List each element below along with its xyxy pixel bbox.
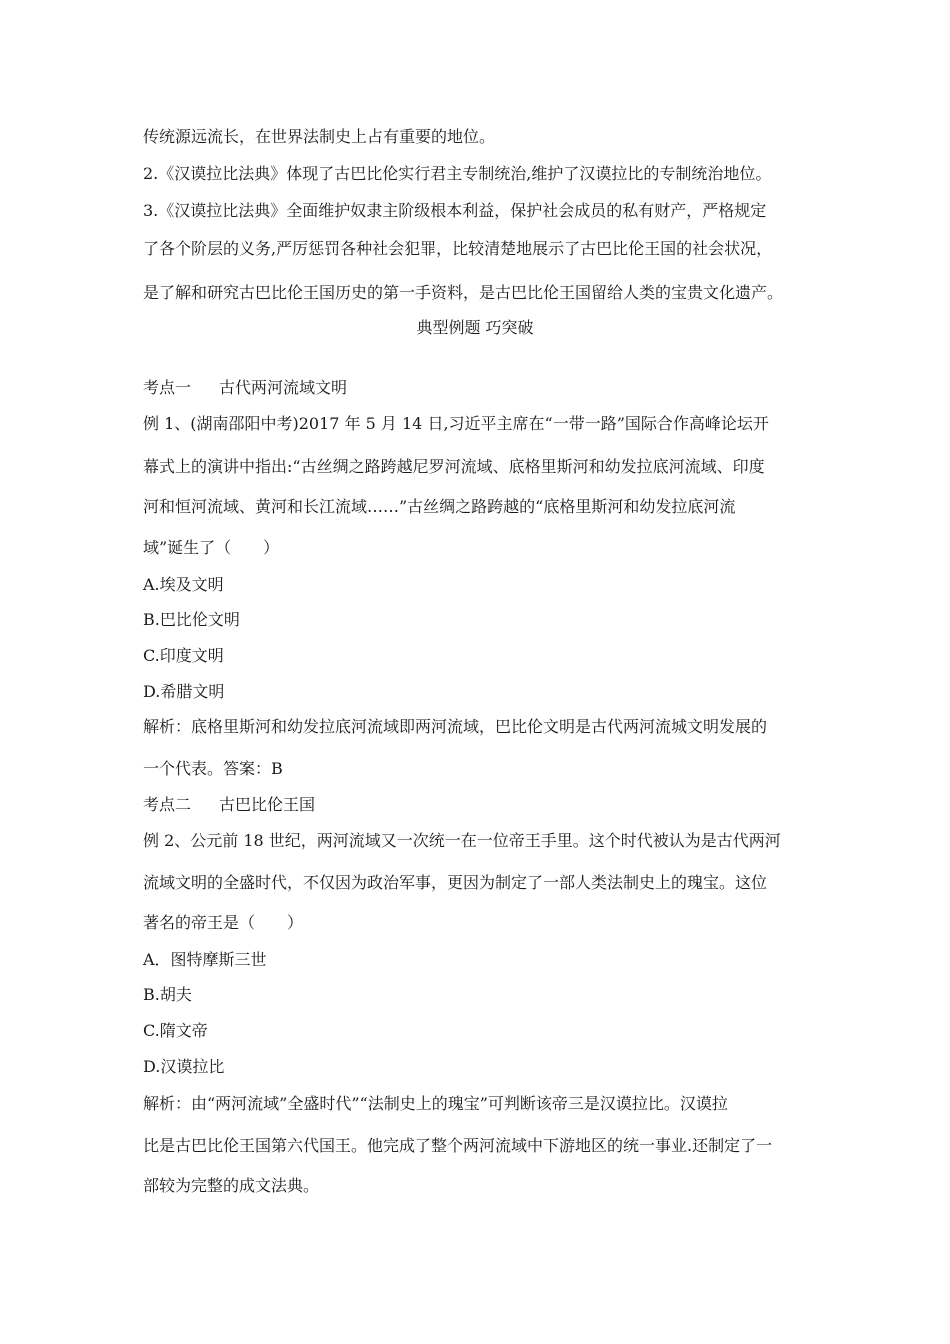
section-title: 典型例题 巧突破 bbox=[416, 318, 534, 337]
kaodian-1-label: 考点一 bbox=[143, 378, 192, 397]
example-1-option-d: D.希腊文明 bbox=[143, 682, 225, 701]
example-1-option-a: A.埃及文明 bbox=[143, 575, 224, 594]
example-1-analysis-line-1: 解析：底格里斯河和幼发拉底河流域即两河流域，巴比伦文明是古代两河流城文明发展的 bbox=[143, 717, 768, 736]
intro-point-3-line-1: 3.《汉谟拉比法典》全面维护奴隶主阶级根本利益，保护社会成员的私有财产，严格规定 bbox=[143, 201, 767, 220]
kaodian-1-heading bbox=[143, 378, 347, 398]
example-2-option-c: C.隋文帝 bbox=[143, 1021, 208, 1040]
example-2-question-line-3: 著名的帝王是（ ） bbox=[143, 913, 304, 932]
example-2-analysis-line-2: 比是古巴比伦王国第六代国王。他完成了整个两河流域中下游地区的统一事业.还制定了一 bbox=[143, 1136, 773, 1155]
example-2-question-line-1: 例 2、公元前 18 世纪，两河流域又一次统一在一位帝王手里。这个时代被认为是古代两河 bbox=[143, 831, 781, 850]
kaodian-2-title: 古巴比伦王国 bbox=[219, 795, 316, 814]
example-2-analysis-line-3: 部较为完整的成文法典。 bbox=[143, 1176, 320, 1195]
kaodian-2-heading bbox=[143, 795, 315, 815]
example-2-option-b: B.胡夫 bbox=[143, 985, 192, 1004]
kaodian-1-title: 古代两河流域文明 bbox=[219, 378, 348, 397]
intro-line-1: 传统源远流长，在世界法制史上占有重要的地位。 bbox=[143, 127, 496, 146]
example-1-analysis-line-2: 一个代表。答案：B bbox=[143, 759, 283, 778]
example-2-analysis-line-1: 解析：由“两河流域”全盛时代”“法制史上的瑰宝”可判断该帝三是汉谟拉比。汉谟拉 bbox=[143, 1094, 728, 1113]
example-1-question-line-3: 河和恒河流域、黄河和长江流域……”古丝绸之路跨越的“底格里斯河和幼发拉底河流 bbox=[143, 497, 736, 516]
kaodian-2-label: 考点二 bbox=[143, 795, 192, 814]
example-1-option-b: B.巴比伦文明 bbox=[143, 610, 240, 629]
example-2-option-d: D.汉谟拉比 bbox=[143, 1057, 225, 1076]
intro-point-2: 2.《汉谟拉比法典》体现了古巴比伦实行君主专制统治,维护了汉谟拉比的专制统治地位。 bbox=[143, 164, 772, 183]
example-1-question-line-1: 例 1、(湖南邵阳中考)2017 年 5 月 14 日,习近平主席在“一带一路”国际合作高峰论坛开 bbox=[143, 414, 769, 433]
intro-point-3-line-2: 了各个阶层的义务,严厉惩罚各种社会犯罪，比较清楚地展示了古巴比伦王国的社会状况， bbox=[143, 239, 773, 258]
example-1-question-line-2: 幕式上的演讲中指出:“古丝绸之路跨越尼罗河流域、底格里斯河和幼发拉底河流域、印度 bbox=[143, 457, 765, 476]
example-1-question-line-4: 域”诞生了（ ） bbox=[143, 538, 280, 557]
example-1-option-c: C.印度文明 bbox=[143, 646, 224, 665]
intro-point-3-line-3: 是了解和研究古巴比伦王国历史的第一手资料，是古巴比伦王国留给人类的宝贵文化遗产。 bbox=[143, 283, 784, 302]
example-2-question-line-2: 流域文明的全盛时代，不仅因为政治军事，更因为制定了一部人类法制史上的瑰宝。这位 bbox=[143, 873, 768, 892]
example-2-option-a: A．图特摩斯三世 bbox=[143, 950, 267, 969]
